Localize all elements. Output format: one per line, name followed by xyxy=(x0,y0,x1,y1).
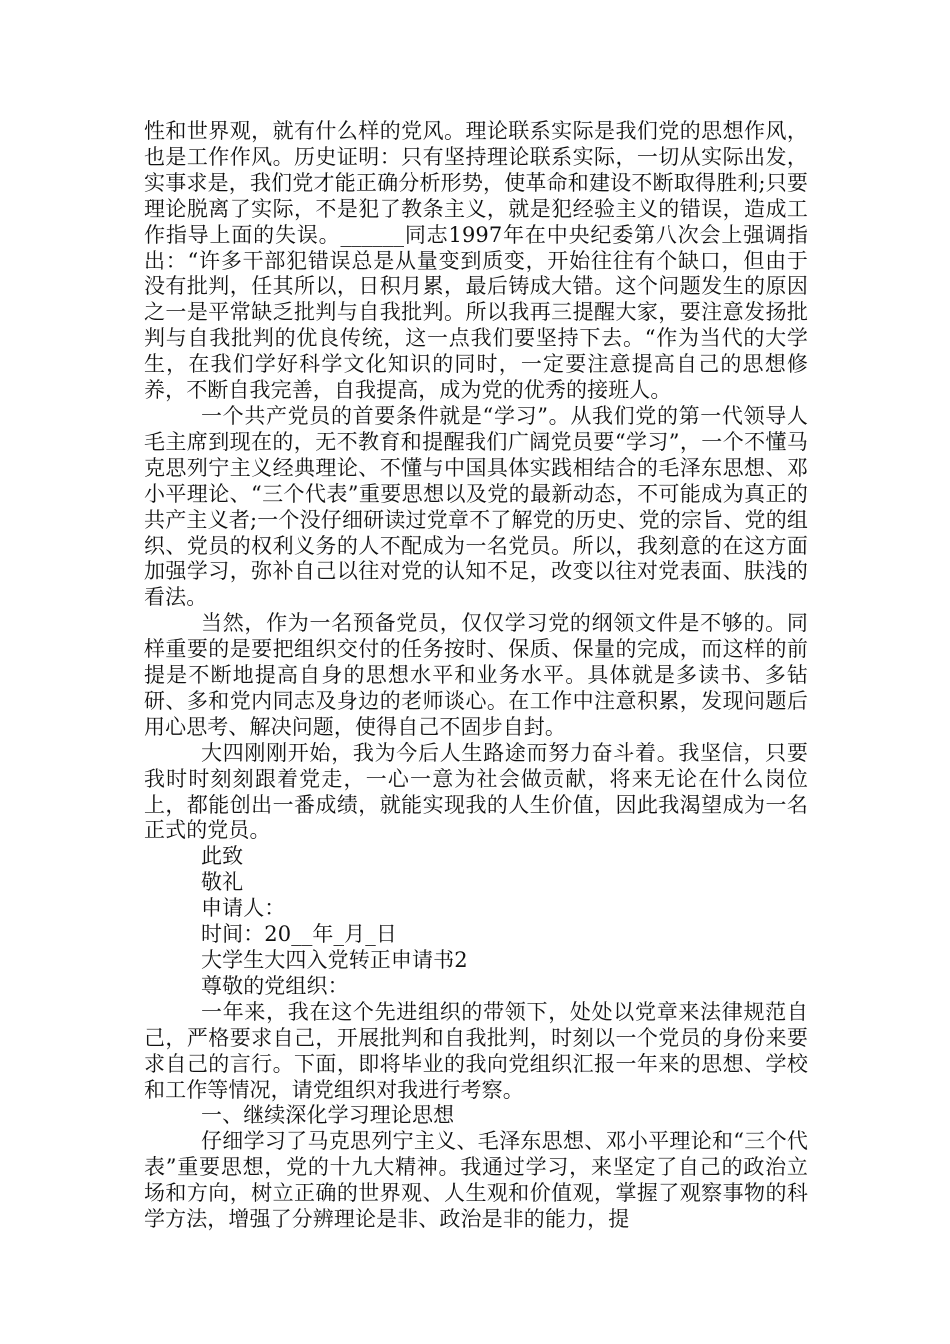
date-line: 时间：20__年_月_日 xyxy=(201,922,397,947)
section-title: 大学生大四入党转正申请书2 xyxy=(201,948,468,972)
document-body xyxy=(144,119,808,1233)
paragraph-2: 一个共产党员的首要条件就是“学习”。从我们党的第一代领导人毛主席到现在的，无不教育和提醒我们广阔党员要“学习”，一个不懂马克思列宁主义经典理论、不懂与中国具体实践相结合的毛泽东思想、邓小平理论、“三个代表”重要思想以及党的最新动态，不可能成为真正的共产主义者;一个没仔细研读过党章不了解党的历史、党的宗旨、党的组织、党员的权利义务的人不配成为一名党员。所以，我刻意的在这方面加强学习，弥补自己以往对党的认知不足，改变以往对党表面、肤浅的看法。 xyxy=(144,403,808,610)
paragraph-3: 当然，作为一名预备党员，仅仅学习党的纲领文件是不够的。同样重要的是要把组织交付的任务按时、保质、保量的完成，而这样的前提是不断地提高自身的思想水平和业务水平。具体就是多读书、多钻研、多和党内同志及身边的老师谈心。在工作中注意积累，发现问题后用心思考、解决问题，使得自己不固步自封。 xyxy=(144,611,808,739)
paragraph-4: 大四刚刚开始，我为今后人生路途而努力奋斗着。我坚信，只要我时时刻刻跟着党走，一心一意为社会做贡献，将来无论在什么岗位上，都能创出一番成绩，就能实现我的人生价值，因此我渴望成为一名正式的党员。 xyxy=(144,740,808,843)
paragraph-1: 性和世界观，就有什么样的党风。理论联系实际是我们党的思想作风，也是工作作风。历史证明：只有坚持理论联系实际，一切从实际出发，实事求是，我们党才能正确分析形势，使革命和建设不断取得胜利;只要理论脱离了实际，不是犯了教条主义，就是犯经验主义的错误，造成工作指导上面的失误。______同志1997年在中央纪委第八次会上强调指出：“许多干部犯错误总是从量变到质变，开始往往有个缺口，但由于没有批判，任其所以，日积月累，最后铸成大错。这个问题发生的原因之一是平常缺乏批判与自我批判。所以我再三提醒大家，要注意发扬批判与自我批判的优良传统，这一点我们要坚持下去。“作为当代的大学生，在我们学好科学文化知识的同时，一定要注意提高自己的思想修养，不断自我完善，自我提高，成为党的优秀的接班人。 xyxy=(144,119,808,403)
salutation: 尊敬的党组织： xyxy=(201,973,349,998)
applicant-line: 申请人： xyxy=(201,896,286,921)
paragraph-5: 一年来，我在这个先进组织的带领下，处处以党章来法律规范自己，严格要求自己，开展批判和自我批判，时刻以一个党员的身份来要求自己的言行。下面，即将毕业的我向党组织汇报一年来的思想、学校和工作等情况，请党组织对我进行考察。 xyxy=(144,999,808,1102)
section-heading: 一、继续深化学习理论思想 xyxy=(201,1103,455,1128)
paragraph-6: 仔细学习了马克思列宁主义、毛泽东思想、邓小平理论和“三个代表”重要思想，党的十九大精神。我通过学习，来坚定了自己的政治立场和方向，树立正确的世界观、人生观和价值观，掌握了观察事物的科学方法，增强了分辨理论是非、政治是非的能力，提 xyxy=(144,1129,808,1232)
closing-line-1: 此致 xyxy=(201,844,244,869)
closing-line-2: 敬礼 xyxy=(201,870,244,895)
